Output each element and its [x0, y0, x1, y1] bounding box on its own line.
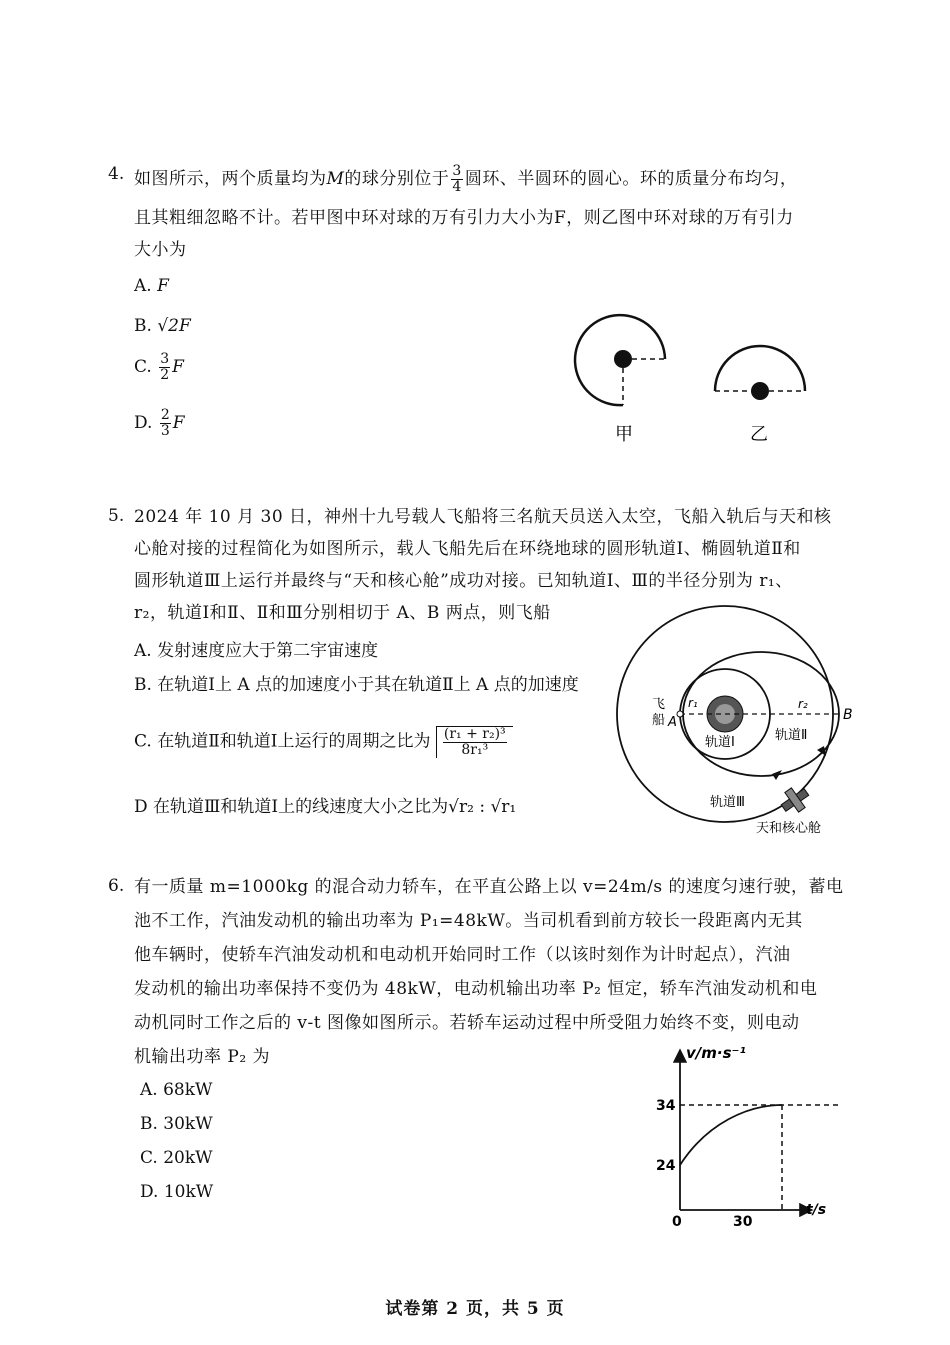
q4-line1-b: 的球分别位于 — [344, 169, 450, 189]
q5-line4: r₂，轨道Ⅰ和Ⅱ、Ⅱ和Ⅲ分别相切于 A、B 两点，则飞船 — [134, 603, 551, 623]
q4-line2: 且其粗细忽略不计。若甲图中环对球的万有引力大小为F，则乙图中环对球的万有引力 — [134, 208, 794, 228]
q5-option-c-sqrt: $\frac{\text{(r₁ + r₂)³}}{\text{8r₁³}}$ — [436, 726, 513, 758]
q5-option-b: B. 在轨道Ⅰ上 A 点的加速度小于其在轨道Ⅱ上 A 点的加速度 — [134, 675, 579, 695]
q5-option-c: C. 在轨道Ⅱ和轨道Ⅰ上运行的周期之比为 $\frac{\text{(r₁ + r₂)³}}{\text{8r₁³}}$ — [134, 726, 513, 758]
q5-option-d: D 在轨道Ⅲ和轨道Ⅰ上的线速度大小之比为√r₂ : √r₁ — [134, 797, 517, 817]
label-ship-1: 飞 — [652, 697, 666, 712]
q4-option-a: A. F — [134, 276, 169, 296]
station-icon — [777, 782, 814, 818]
q4-option-b: B. √2F — [134, 316, 191, 336]
graph-x-tick: 30 — [733, 1214, 753, 1230]
q6-line4: 发动机的输出功率保持不变仍为 48kW，电动机输出功率 P₂ 恒定，轿车汽油发动机和电 — [134, 979, 818, 999]
q5-line3: 圆形轨道Ⅲ上运行并最终与“天和核心舱”成功对接。已知轨道Ⅰ、Ⅲ的半径分别为 r₁、 — [134, 571, 793, 591]
q6-line1: 有一质量 m=1000kg 的混合动力轿车，在平直公路上以 v=24m/s 的速度匀速行驶，蓄电 — [134, 877, 844, 897]
label-station: 天和核心舱 — [756, 821, 822, 836]
q6-option-a: A. 68kW — [140, 1080, 213, 1100]
q6-line3: 他车辆时，使轿车汽油发动机和电动机开始同时工作（以该时刻作为计时起点），汽油 — [134, 945, 791, 965]
q4-option-c: C. $\frac{3}{2}$ F — [134, 351, 184, 383]
q6-line2: 池不工作，汽油发动机的输出功率为 P₁=48kW。当司机看到前方较长一段距离内无其 — [134, 911, 803, 931]
q6-option-d: D. 10kW — [140, 1182, 214, 1202]
q5-figure — [612, 596, 872, 846]
graph-origin: 0 — [672, 1214, 682, 1230]
q6-line5: 动机同时工作之后的 v-t 图像如图所示。若轿车运动过程中所受阻力始终不变，则电动 — [134, 1013, 800, 1033]
point-a-marker — [677, 711, 683, 717]
q4-option-d-fraction: $\frac{2}{3}$ — [160, 407, 170, 439]
label-orbit-2: 轨道Ⅱ — [775, 728, 808, 743]
q4-line1-M: M — [326, 169, 345, 189]
orbit-arrow-2 — [817, 746, 826, 756]
label-ship-2: 船 — [652, 713, 666, 728]
label-r1: r₁ — [688, 696, 698, 710]
q4-figure — [560, 300, 820, 450]
vt-curve — [680, 1105, 782, 1165]
q4-option-d: D. $\frac{2}{3}$ F — [134, 407, 185, 439]
q4-line1 — [134, 164, 797, 195]
q5-line1: 2024 年 10 月 30 日，神州十九号载人飞船将三名航天员送入太空，飞船入轨后与天和核 — [134, 507, 832, 527]
label-yi: 乙 — [750, 424, 768, 445]
q5-option-a: A. 发射速度应大于第二宇宙速度 — [134, 641, 379, 661]
q4-fraction: $\frac{3}{4}$ — [452, 163, 462, 195]
q4-number: 4. — [108, 164, 125, 184]
q6-option-c: C. 20kW — [140, 1148, 213, 1168]
q6-vt-graph — [640, 1040, 840, 1235]
label-jia: 甲 — [615, 424, 633, 445]
label-orbit-3: 轨道Ⅲ — [710, 795, 745, 810]
q6-number: 6. — [108, 876, 125, 896]
label-r2: r₂ — [798, 697, 808, 711]
q4-line3: 大小为 — [134, 240, 187, 260]
label-b: B — [843, 707, 853, 723]
q5-line2: 心舱对接的过程简化为如图所示，载人飞船先后在环绕地球的圆形轨道Ⅰ、椭圆轨道Ⅱ和 — [134, 539, 801, 559]
graph-y-bottom: 24 — [656, 1158, 676, 1174]
label-a: A — [668, 715, 677, 730]
q6-line6: 机输出功率 P₂ 为 — [134, 1047, 271, 1067]
q5-number: 5. — [108, 506, 125, 526]
q4-line1-a: 如图所示，两个质量均为 — [134, 169, 327, 189]
graph-y-top: 34 — [656, 1098, 676, 1114]
label-orbit-1: 轨道Ⅰ — [705, 735, 735, 750]
graph-xlabel: t/s — [806, 1202, 827, 1218]
q4-line1-c: 圆环、半圆环的圆心。环的质量分布均匀， — [464, 169, 798, 189]
q6-option-b: B. 30kW — [140, 1114, 213, 1134]
graph-ylabel: v/m·s⁻¹ — [686, 1044, 746, 1062]
page-footer: 试卷第 2 页，共 5 页 — [385, 1299, 565, 1319]
q4-option-c-fraction: $\frac{3}{2}$ — [160, 351, 170, 383]
